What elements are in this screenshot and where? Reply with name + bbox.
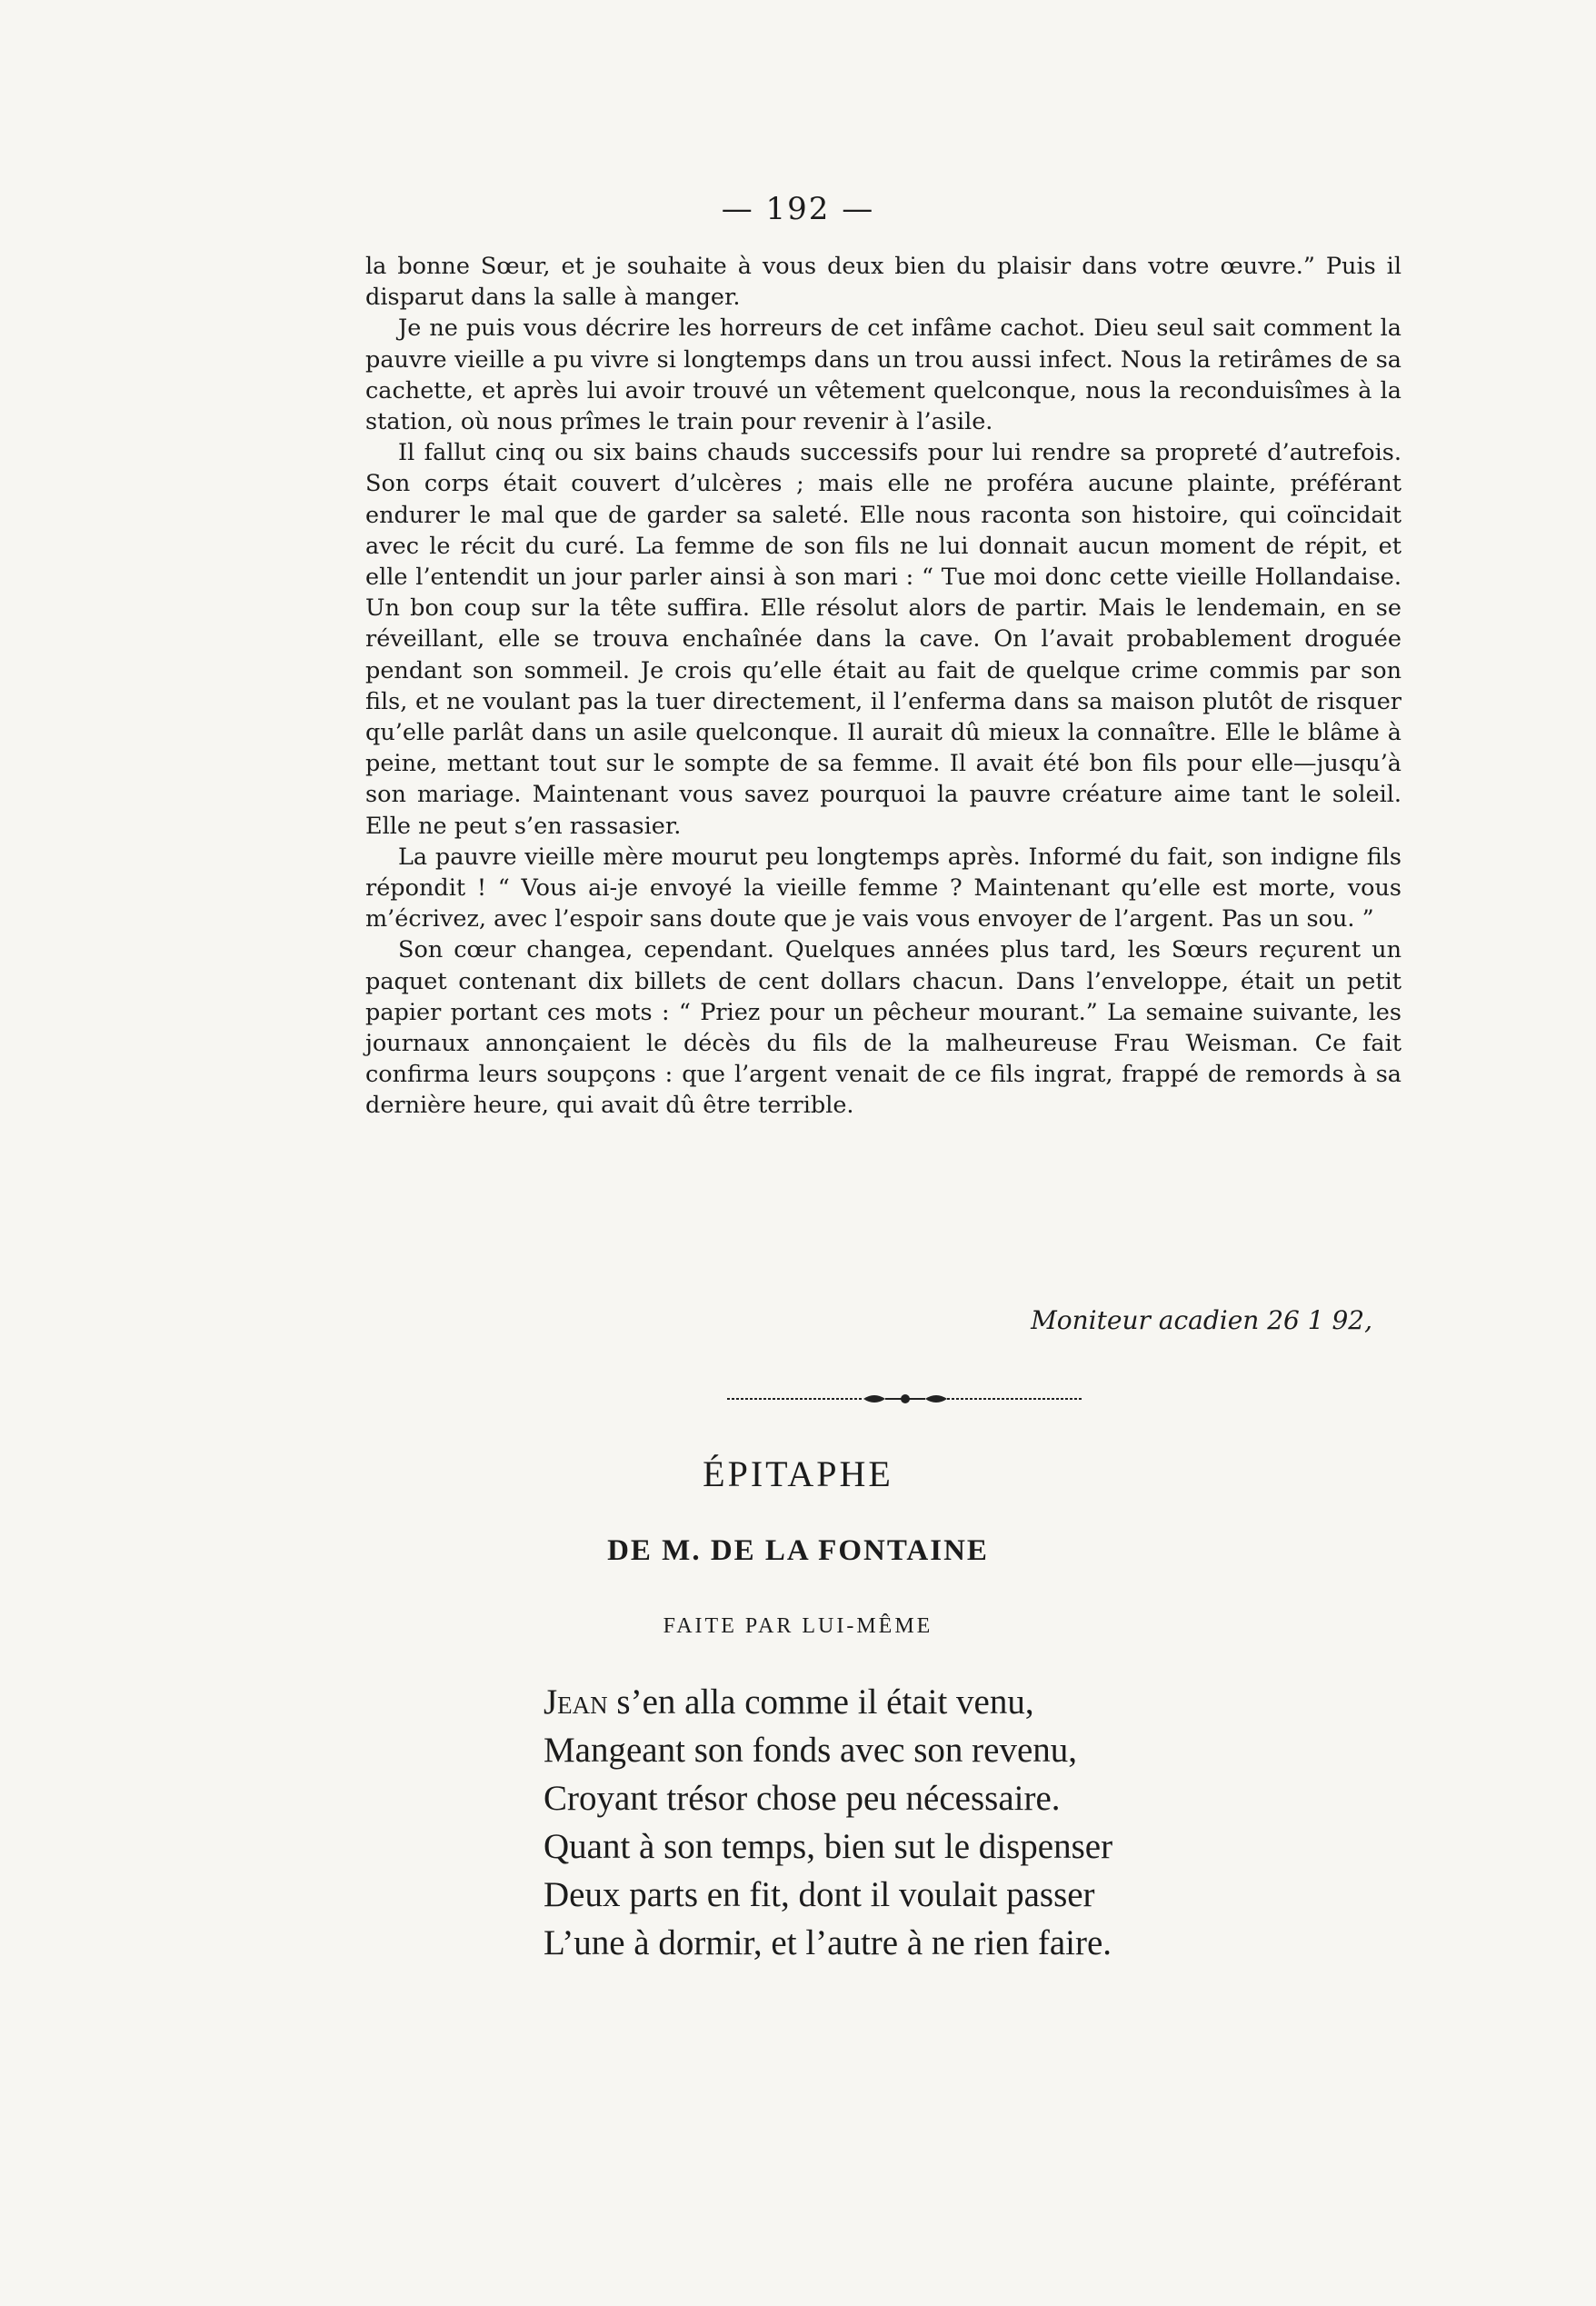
poem-line [544,1678,1234,1726]
poem-line: Mangeant son fonds avec son revenu, [544,1731,1077,1770]
article-body [365,251,1401,1122]
article-source: Moniteur acadien 26 1 92, [1031,1305,1372,1335]
epitaph-poem [544,1678,1234,1967]
poem-line: Quant à son temps, bien sut le dispenser [544,1827,1113,1866]
epitaph-subtitle: DE M. DE LA FONTAINE [607,1534,989,1567]
article-paragraph: Je ne puis vous décrire les horreurs de cet infâme cachot. Dieu seul sait comment la pauvre vieille a pu vivre si longtemps dans un trou aussi infect. Nous la retirâmes de sa cachette, et après lui avoir trouvé un vêtement quelconque, nous la reconduisîmes à la station, où nous prîmes le train pour revenir à l’asile. [365,314,1401,436]
section-divider-ornament [727,1385,1083,1413]
article-paragraph: Son cœur changea, cependant. Quelques années plus tard, les Sœurs reçurent un paquet contenant dix billets de cent dollars chacun. Dans l’enveloppe, était un petit papier portant ces mots : “ Priez pour un pêcheur mourant.” La semaine suivante, les journaux annonçaient le décès du fils de la malheureuse Frau Weisman. Ce fait confirma leurs soupçons : que l’argent venait de ce fils ingrat, frappé de remords à sa dernière heure, qui avait dû être terrible. [365,936,1401,1120]
poem-first-line-text: s’en alla comme il était venu, [607,1682,1034,1722]
article-paragraph: la bonne Sœur, et je souhaite à vous deux bien du plaisir dans votre œuvre.” Puis il disparut dans la salle à manger. [365,253,1401,312]
poem-line: L’une à dormir, et l’autre à ne rien faire. [544,1923,1112,1962]
epitaph-title: ÉPITAPHE [703,1453,893,1494]
article-paragraph: La pauvre vieille mère mourut peu longtemps après. Informé du fait, son indigne fils répondit ! “ Vous ai-je envoyé la vieille femme ? Maintenant qu’elle est morte, vous m’écrivez, avec l’espoir sans doute que je vais vous envoyer de l’argent. Pas un sou. ” [365,843,1401,933]
poem-first-word: Jean [544,1682,608,1722]
epitaph-byline: FAITE PAR LUI-MÊME [663,1614,933,1638]
page-number: — 192 — [721,191,875,227]
poem-line: Croyant trésor chose peu nécessaire. [544,1779,1061,1818]
poem-line: Deux parts en fit, dont il voulait passer [544,1875,1095,1914]
article-paragraph: Il fallut cinq ou six bains chauds successifs pour lui rendre sa propreté d’autrefois. Son corps était couvert d’ulcères ; mais elle ne proféra aucune plainte, préférant endurer le mal que de garder sa saleté. Elle nous raconta son histoire, qui coïncidait avec le récit du curé. La femme de son fils ne lui donnait aucun moment de répit, et elle l’entendit un jour parler ainsi à son mari : “ Tue moi donc cette vieille Hollandaise. Un bon coup sur la tête suffira. Elle résolut alors de partir. Mais le lendemain, en se réveillant, elle se trouva enchaînée dans la cave. On l’avait probablement droguée pendant son sommeil. Je crois qu’elle était au fait de quelque crime commis par son fils, et ne voulant pas la tuer directement, il l’enferma dans sa maison plutôt de risquer qu’elle parlât dans un asile quelconque. Il aurait dû mieux la connaître. Elle le blâme à peine, mettant tout sur le sompte de sa femme. Il avait été bon fils pour elle—jusqu’à son mariage. Maintenant vous savez pourquoi la pauvre créature aime tant le soleil. Elle ne peut s’en rassasier. [365,439,1401,840]
